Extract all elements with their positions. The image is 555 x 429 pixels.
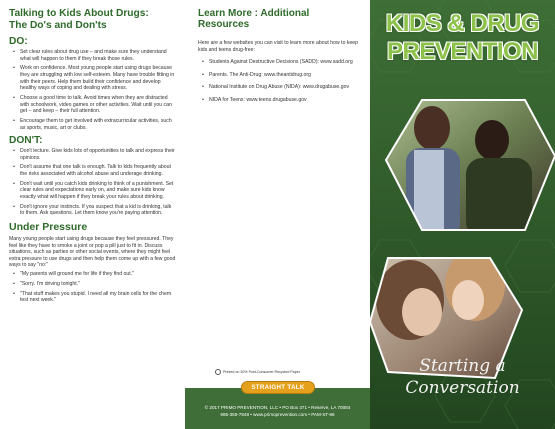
list-item: • Set clear rules about drug use – and make sure they understand what will happen to them if they break those rules.	[9, 49, 176, 62]
panel1-title: Talking to Kids About Drugs:	[9, 8, 149, 19]
list-item: • "Sorry. I'm driving tonight."	[9, 281, 176, 288]
dont-heading: DON'T:	[9, 135, 43, 147]
cover-tagline-line1: Starting a	[419, 356, 506, 376]
resources-section	[185, 0, 370, 388]
list-item: • "My parents will ground me for life if they find out."	[9, 271, 176, 278]
panel-resources	[185, 0, 370, 429]
cover-panel	[370, 0, 555, 429]
list-item: • Don't wait until you catch kids drinking to think of a punishment. Set clear rules and expectations early on, and make sure kids know exactly what will happen if they break your rules about drinking.	[9, 181, 176, 201]
list-item: • Encourage them to get involved with extracurricular activities, such as sports, music, art or clubs.	[9, 118, 176, 131]
under-pressure-body: Many young people start using drugs because they feel pressured. They feel like they have to smoke a joint or pop a pill just to fit in. Discuss situations, such as parties or other social events, where they might feel extra pressure to use drugs and then help them come up with a few good ways to say "no:"	[9, 236, 176, 269]
list-item: • Choose a good time to talk. Avoid times when they are distracted with schoolwork, video games or other activities. Wait until you can get – and keep – their full attention.	[9, 95, 176, 115]
resources-intro: Here are a few websites you can visit to learn more about how to keep kids and teens drug-free:	[198, 40, 359, 53]
printed-note-text: Printed on 30% Post-Consumer Recycled Paper	[223, 369, 300, 374]
resource-link[interactable]: • Parents. The Anti-Drug: www.theantidrug.org	[198, 72, 362, 79]
cover-tagline-line2: Conversation	[405, 378, 520, 398]
resources-heading: Learn More : Additional Resources	[198, 8, 310, 30]
resource-link[interactable]: • National Institute on Drug Abuse (NIDA): www.drugabuse.gov	[198, 84, 362, 91]
do-heading: DO:	[9, 36, 28, 47]
printed-note	[215, 369, 300, 375]
panel-dos-donts	[0, 0, 185, 429]
list-item: • Don't assume that one talk is enough. Talk to kids frequently about the risks associated with alcohol abuse and underage drinking.	[9, 164, 176, 177]
under-pressure-heading: Under Pressure	[9, 221, 88, 233]
list-item: • "That stuff makes you stupid. I need all my brain cells for the chem test next week."	[9, 291, 176, 304]
footer-band	[185, 388, 370, 429]
do-list	[9, 49, 176, 131]
straight-talk-badge: STRAIGHT TALK	[241, 381, 315, 394]
resource-link[interactable]: • Students Against Destructive Decisions (SADD): www.sadd.org	[198, 59, 362, 66]
panel1-subtitle: The Do's and Don'ts	[9, 20, 107, 31]
dont-list	[9, 148, 176, 217]
footer-contact: 985-359-7848 • www.primoprevention.com • PAM-ST-66	[220, 412, 335, 417]
list-item: • Work on confidence. Most young people start using drugs because they are struggling with low self-esteem. Many have trouble fitting in with their peers. Help them build their confidence and develop healthy ways of coping and dealing with stress.	[9, 65, 176, 91]
resources-list	[198, 59, 362, 103]
say-no-list	[9, 271, 176, 304]
cover-title-line1: KIDS & DRUG	[385, 10, 540, 37]
footer-address: © 2017 PRIMO PREVENTION, LLC • PO Box 371 • Reserve, LA 70084	[204, 405, 351, 410]
list-item: • Don't lecture. Give kids lots of opportunities to talk and express their opinions.	[9, 148, 176, 161]
list-item: • Don't ignore your instincts. If you suspect that a kid is drinking, talk to them. Ask questions. Let them know you're paying attention.	[9, 204, 176, 217]
resource-link[interactable]: • NIDA for Teens: www.teens.drugabuse.gov	[198, 97, 362, 104]
recycle-icon	[215, 369, 221, 375]
cover-title-line2: PREVENTION	[386, 38, 539, 65]
